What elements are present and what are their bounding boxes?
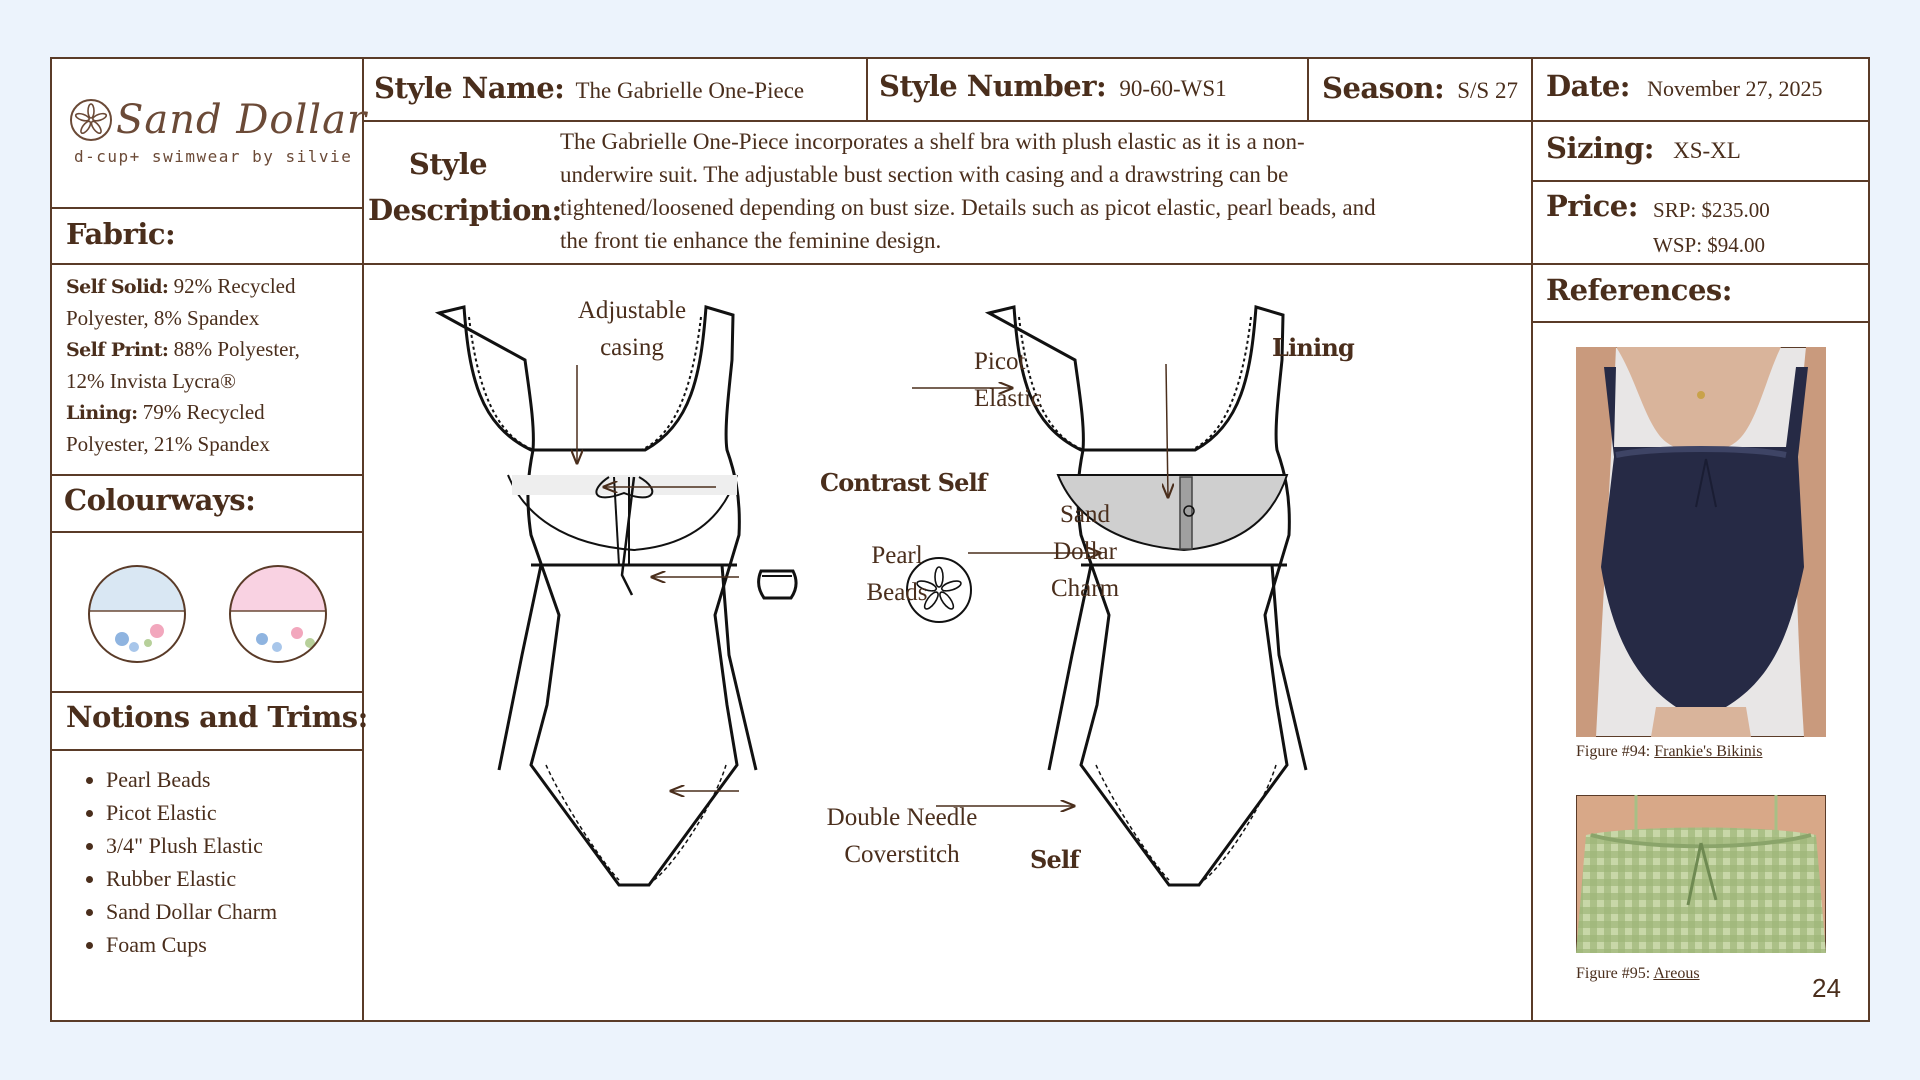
description-line: tightened/loosened depending on bust size. Details such as picot elastic, pearl beads, and <box>560 195 1376 220</box>
callout-double-needle-coverstitch <box>802 799 1002 873</box>
figure-caption-1 <box>1576 743 1762 761</box>
divider <box>1531 120 1870 122</box>
style-name-label: Style Name: <box>374 71 565 105</box>
description-line: The Gabrielle One-Piece incorporates a shelf bra with plush elastic as it is a non- <box>560 129 1305 154</box>
reference-photo-2[interactable] <box>1576 795 1826 953</box>
sand-dollar-logo-icon <box>68 97 114 143</box>
price-wsp: WSP: $94.00 <box>1653 233 1766 257</box>
divider <box>52 474 364 476</box>
description-label-line: Style <box>408 147 488 181</box>
sizing-field <box>1546 131 1741 165</box>
callout-self: Self <box>1030 845 1079 874</box>
brand-tagline: d-cup+ swimwear by silvie <box>74 147 353 166</box>
flat-sketches <box>364 265 1530 1021</box>
callout-line: Pearl <box>871 542 923 569</box>
colourway-swatches <box>82 559 342 669</box>
notions-list <box>52 763 277 961</box>
self-print-label: Self Print: <box>66 339 169 361</box>
divider <box>1531 263 1870 265</box>
list-item: • Rubber Elastic <box>106 862 277 895</box>
list-item: • Pearl Beads <box>106 763 277 796</box>
lining-fabric-value: 79% Recycled <box>137 400 265 424</box>
callout-line: casing <box>600 334 664 361</box>
list-item: • Picot Elastic <box>106 796 277 829</box>
date-label: Date: <box>1546 69 1630 103</box>
divider <box>1531 321 1870 323</box>
colourway-swatch-pink[interactable] <box>222 559 332 669</box>
style-number-value: 90-60-WS1 <box>1119 76 1227 101</box>
figure-caption-prefix: Figure #95: <box>1576 965 1654 982</box>
front-view-sketch <box>439 307 756 885</box>
tech-sheet <box>50 57 1870 1022</box>
price-srp: SRP: $235.00 <box>1653 198 1770 222</box>
sizing-value: XS-XL <box>1673 138 1741 163</box>
callout-adjustable-casing <box>542 292 722 366</box>
divider <box>52 263 364 265</box>
divider <box>362 120 1533 122</box>
colourway-swatch-blue[interactable] <box>82 559 192 669</box>
divider <box>1307 59 1309 120</box>
callout-line: Beads <box>866 579 928 606</box>
divider <box>52 749 364 751</box>
self-solid-label: Self Solid: <box>66 276 169 298</box>
self-solid-value: 92% Recycled <box>168 274 296 298</box>
divider <box>1531 180 1870 182</box>
callout-line: Dollar <box>1053 538 1117 565</box>
page-number: 24 <box>1812 973 1841 1003</box>
date-field <box>1546 69 1822 103</box>
season-field <box>1322 71 1518 105</box>
divider <box>1531 59 1533 1022</box>
price-field <box>1546 189 1770 263</box>
callout-lining: Lining <box>1272 333 1354 362</box>
season-value: S/S 27 <box>1457 78 1518 103</box>
reference-link-frankies-bikinis[interactable]: Frankie's Bikinis <box>1654 743 1763 760</box>
fabric-details <box>66 271 300 460</box>
callout-line: Picot <box>974 348 1026 375</box>
references-heading: References: <box>1546 273 1732 307</box>
reference-photo-1[interactable] <box>1576 347 1826 737</box>
callout-line: Sand <box>1060 501 1110 528</box>
colourways-heading: Colourways: <box>64 483 256 517</box>
lining-fabric-value-cont: Polyester, 21% Spandex <box>66 432 270 456</box>
callout-sand-dollar-charm <box>1010 496 1160 607</box>
callout-line: Elastic <box>974 385 1043 412</box>
callout-line: Charm <box>1050 575 1120 602</box>
style-name-value: The Gabrielle One-Piece <box>575 78 805 103</box>
fabric-heading: Fabric: <box>66 217 176 251</box>
description-line: the front tie enhance the feminine design. <box>560 228 942 253</box>
self-solid-value-cont: Polyester, 8% Spandex <box>66 306 260 330</box>
callout-line: Double Needle <box>826 804 978 831</box>
season-label: Season: <box>1322 71 1445 105</box>
price-label: Price: <box>1546 189 1638 223</box>
reference-link-areous[interactable]: Areous <box>1653 965 1700 982</box>
callout-contrast-self: Contrast Self <box>820 468 987 497</box>
divider <box>52 207 364 209</box>
callout-line: Coverstitch <box>844 841 960 868</box>
style-description-label <box>368 141 562 233</box>
divider <box>52 531 364 533</box>
lining-fabric-label: Lining: <box>66 402 138 424</box>
style-number-label: Style Number: <box>879 69 1107 103</box>
list-item: • 3/4" Plush Elastic <box>106 829 277 862</box>
style-description-text <box>560 125 1376 257</box>
date-value: November 27, 2025 <box>1647 76 1823 101</box>
callout-pearl-beads <box>832 537 962 611</box>
divider <box>52 691 364 693</box>
callout-line: Adjustable <box>577 297 687 324</box>
description-label-line: Description: <box>368 193 562 227</box>
figure-caption-prefix: Figure #94: <box>1576 743 1655 760</box>
brand-name: Sand Dollar <box>116 97 368 143</box>
figure-caption-2 <box>1576 965 1700 983</box>
self-print-value-cont: 12% Invista Lycra® <box>66 369 236 393</box>
sizing-label: Sizing: <box>1546 131 1655 165</box>
description-line: underwire suit. The adjustable bust section with casing and a drawstring can be <box>560 162 1289 187</box>
style-name-field <box>374 71 804 105</box>
divider <box>866 59 868 120</box>
callout-picot-elastic <box>974 343 1042 417</box>
notions-heading: Notions and Trims: <box>66 700 368 734</box>
self-print-value: 88% Polyester, <box>168 337 300 361</box>
list-item: • Foam Cups <box>106 928 277 961</box>
list-item: • Sand Dollar Charm <box>106 895 277 928</box>
style-number-field <box>879 69 1227 103</box>
